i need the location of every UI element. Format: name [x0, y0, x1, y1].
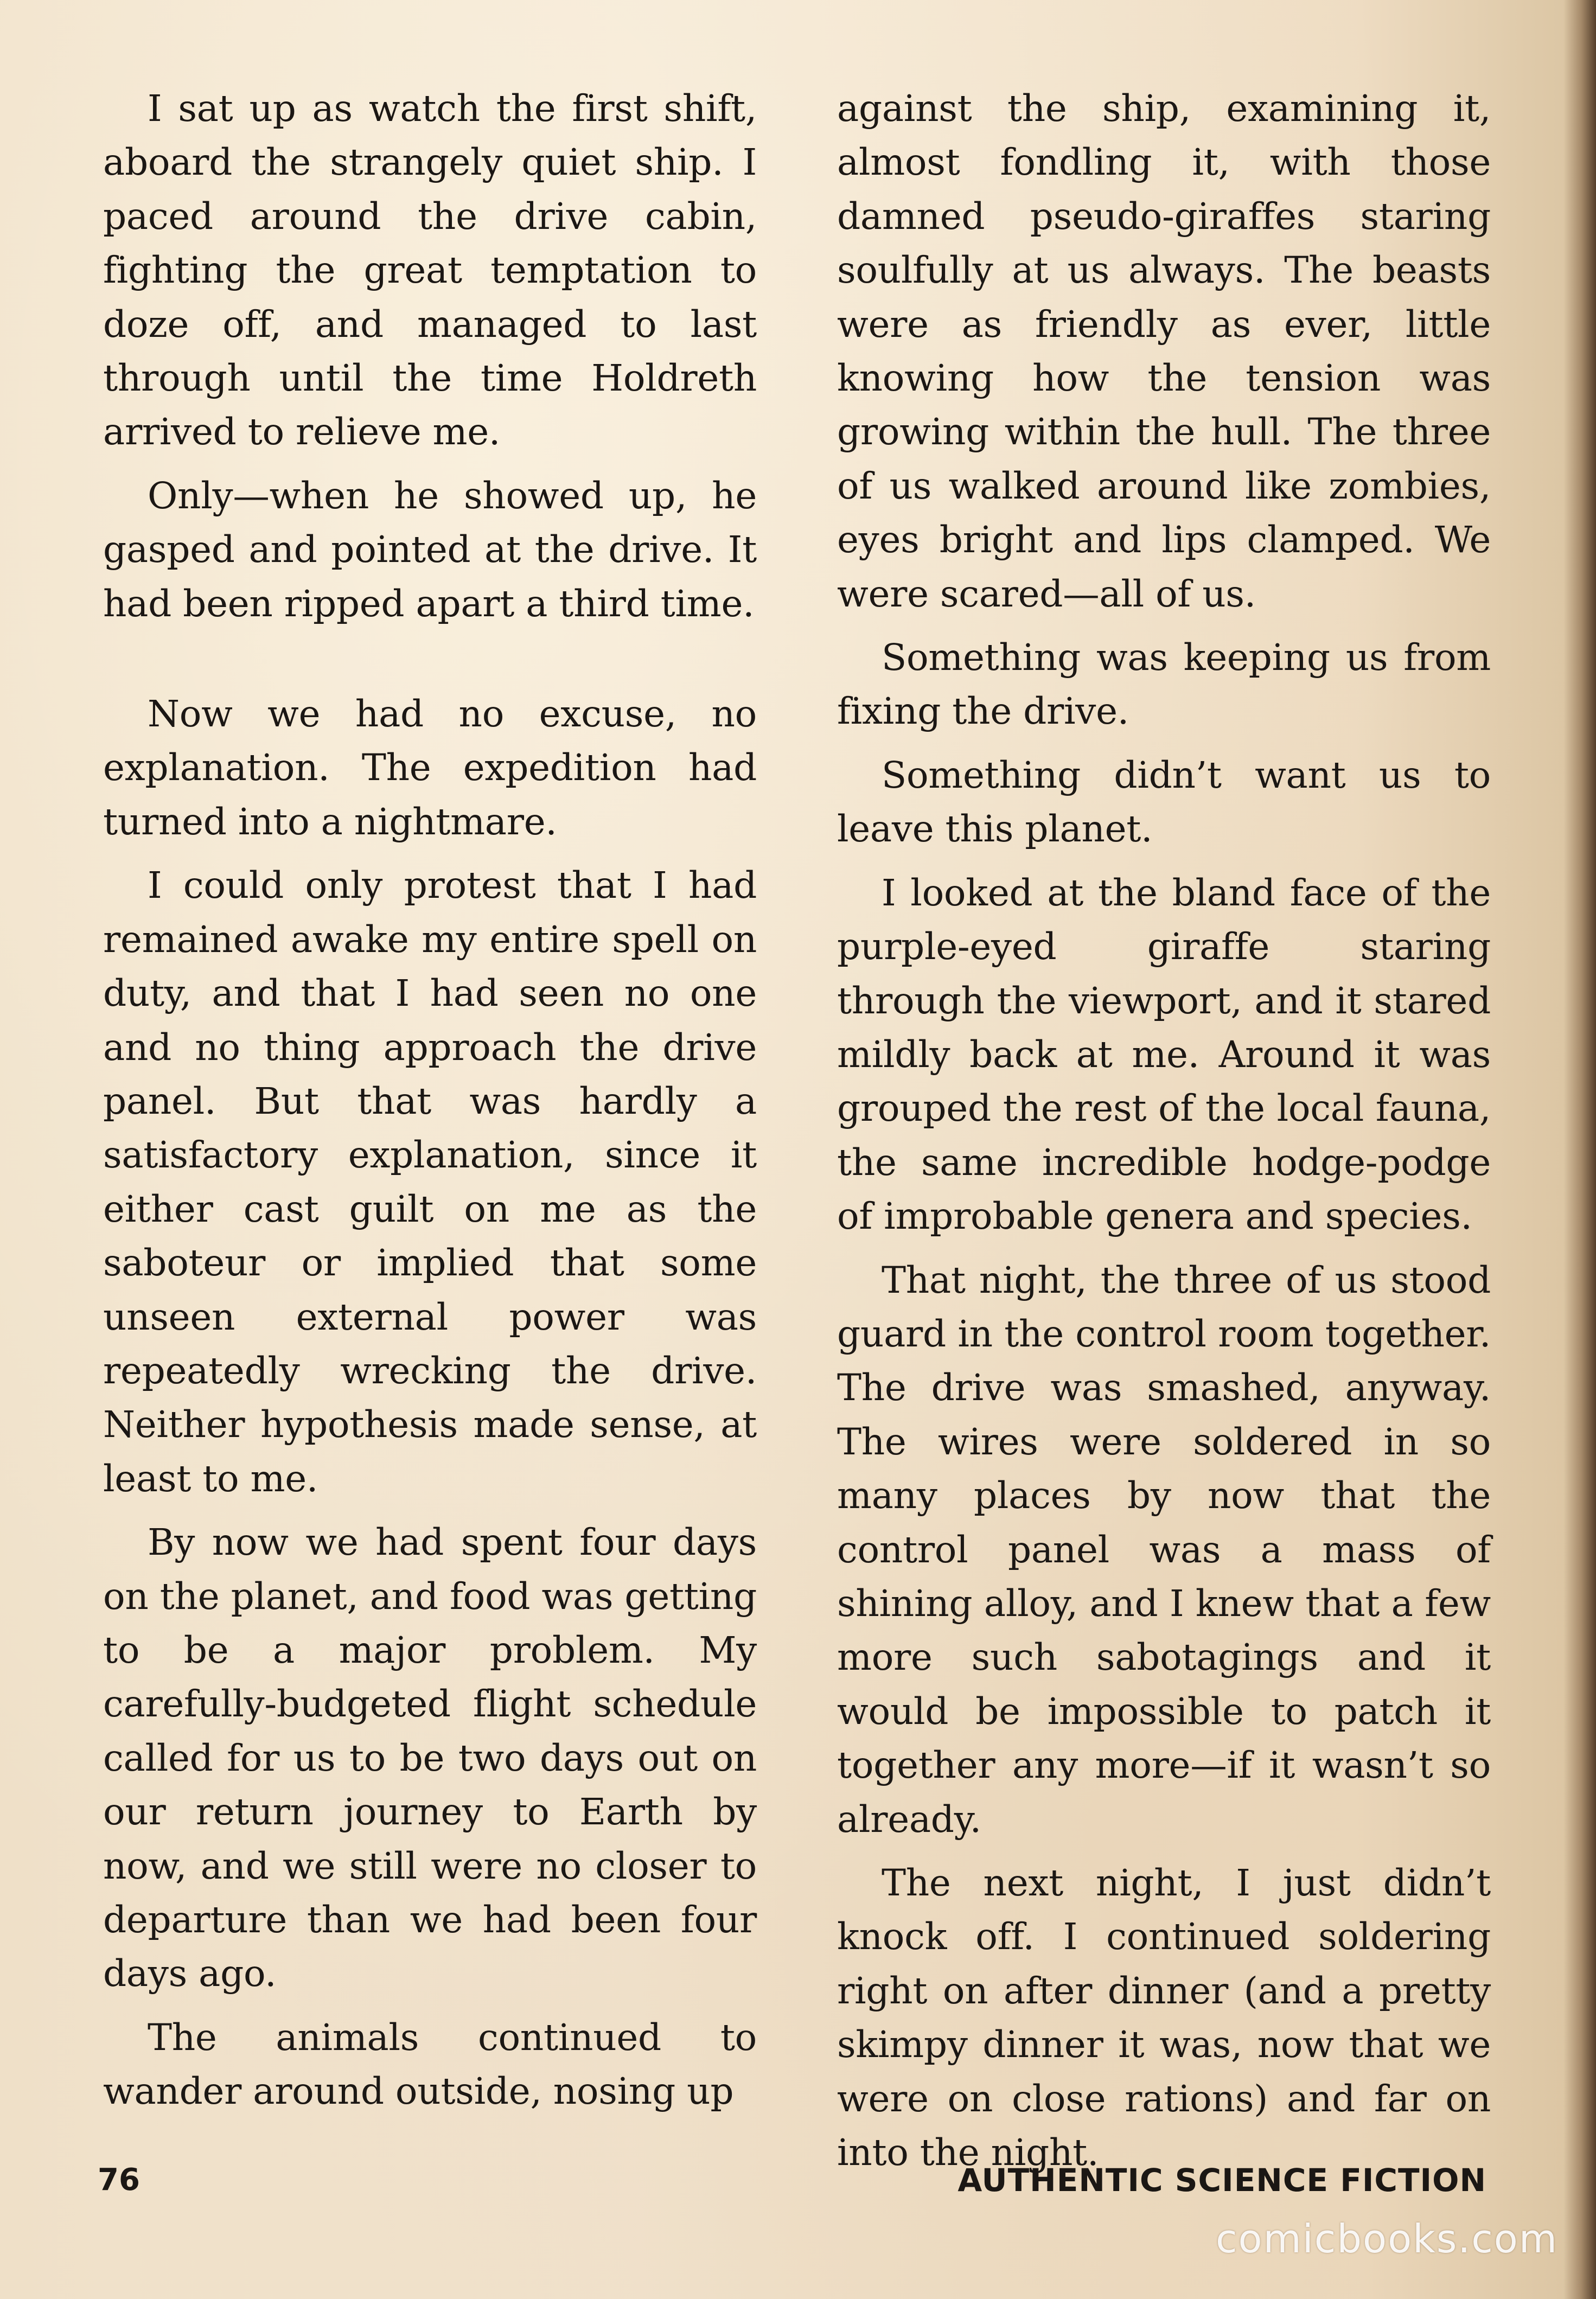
page-number: 76 [98, 2162, 140, 2198]
paragraph: against the ship, examining it, almost fondling it, with those damned pseudo-giraffes staring soulfully at us always. The beasts were as friendly as ever, little knowing how the tension was growing within the hull. The three of us walked around like zombies, eyes bright and lips clamped. We were scared—all of us. [837, 87, 1491, 615]
paragraph: By now we had spent four days on the planet, and food was getting to be a major problem. My carefully-budgeted flight schedule called for us to be two days out on our return journey to Earth by now, and we still were no closer to departure than we had been four days ago. [103, 1521, 757, 1995]
page-edge-shadow [1563, 0, 1596, 2299]
paragraph: Now we had no excuse, no explanation. The expedition had turned into a nightmare. [103, 692, 757, 843]
paragraph: Something didn’t want us to leave this planet. [837, 753, 1491, 851]
paragraph: The animals continued to wander around outside, nosing up [103, 2015, 757, 2113]
paragraph: I sat up as watch the first shift, aboard the strangely quiet ship. I paced around the drive cabin, fighting the great temptation to doze off, and managed to last through until the time Holdreth arrived to relieve me. [103, 87, 757, 454]
right-text-column [837, 81, 1491, 2189]
watermark: comicbooks.com [1215, 2216, 1558, 2262]
paragraph: I could only protest that I had remained awake my entire spell on duty, and that I had seen no one and no thing approach the drive panel. But that was hardly a satisfactory explanation, since it either cast guilt on me as the saboteur or implied that some unseen external power was repeatedly wrecking the drive. Neither hypothesis made sense, at least to me. [103, 864, 757, 1500]
paragraph: I looked at the bland face of the purple-eyed giraffe staring through the viewport, and it stared mildly back at me. Around it was grouped the rest of the local fauna, the same incredible hodge-podge of improbable genera and species. [837, 871, 1491, 1238]
paragraph: Something was keeping us from fixing the drive. [837, 636, 1491, 733]
magazine-title-footer: AUTHENTIC SCIENCE FICTION [957, 2162, 1486, 2199]
paragraph: That night, the three of us stood guard in the control room together. The drive was smashed, anyway. The wires were soldered in so many places by now that the control panel was a mass of shining alloy, and I knew that a few more such sabotagings and it would be impossible to patch it together any more—if it wasn’t so already. [837, 1258, 1491, 1841]
paragraph: The next night, I just didn’t knock off. I continued soldering right on after dinner (and a pretty skimpy dinner it was, now that we were on close rations) and far on into the night. [837, 1861, 1491, 2174]
paragraph: Only—when he showed up, he gasped and pointed at the drive. It had been ripped apart a third time. [103, 474, 757, 625]
left-text-column [103, 81, 757, 2128]
